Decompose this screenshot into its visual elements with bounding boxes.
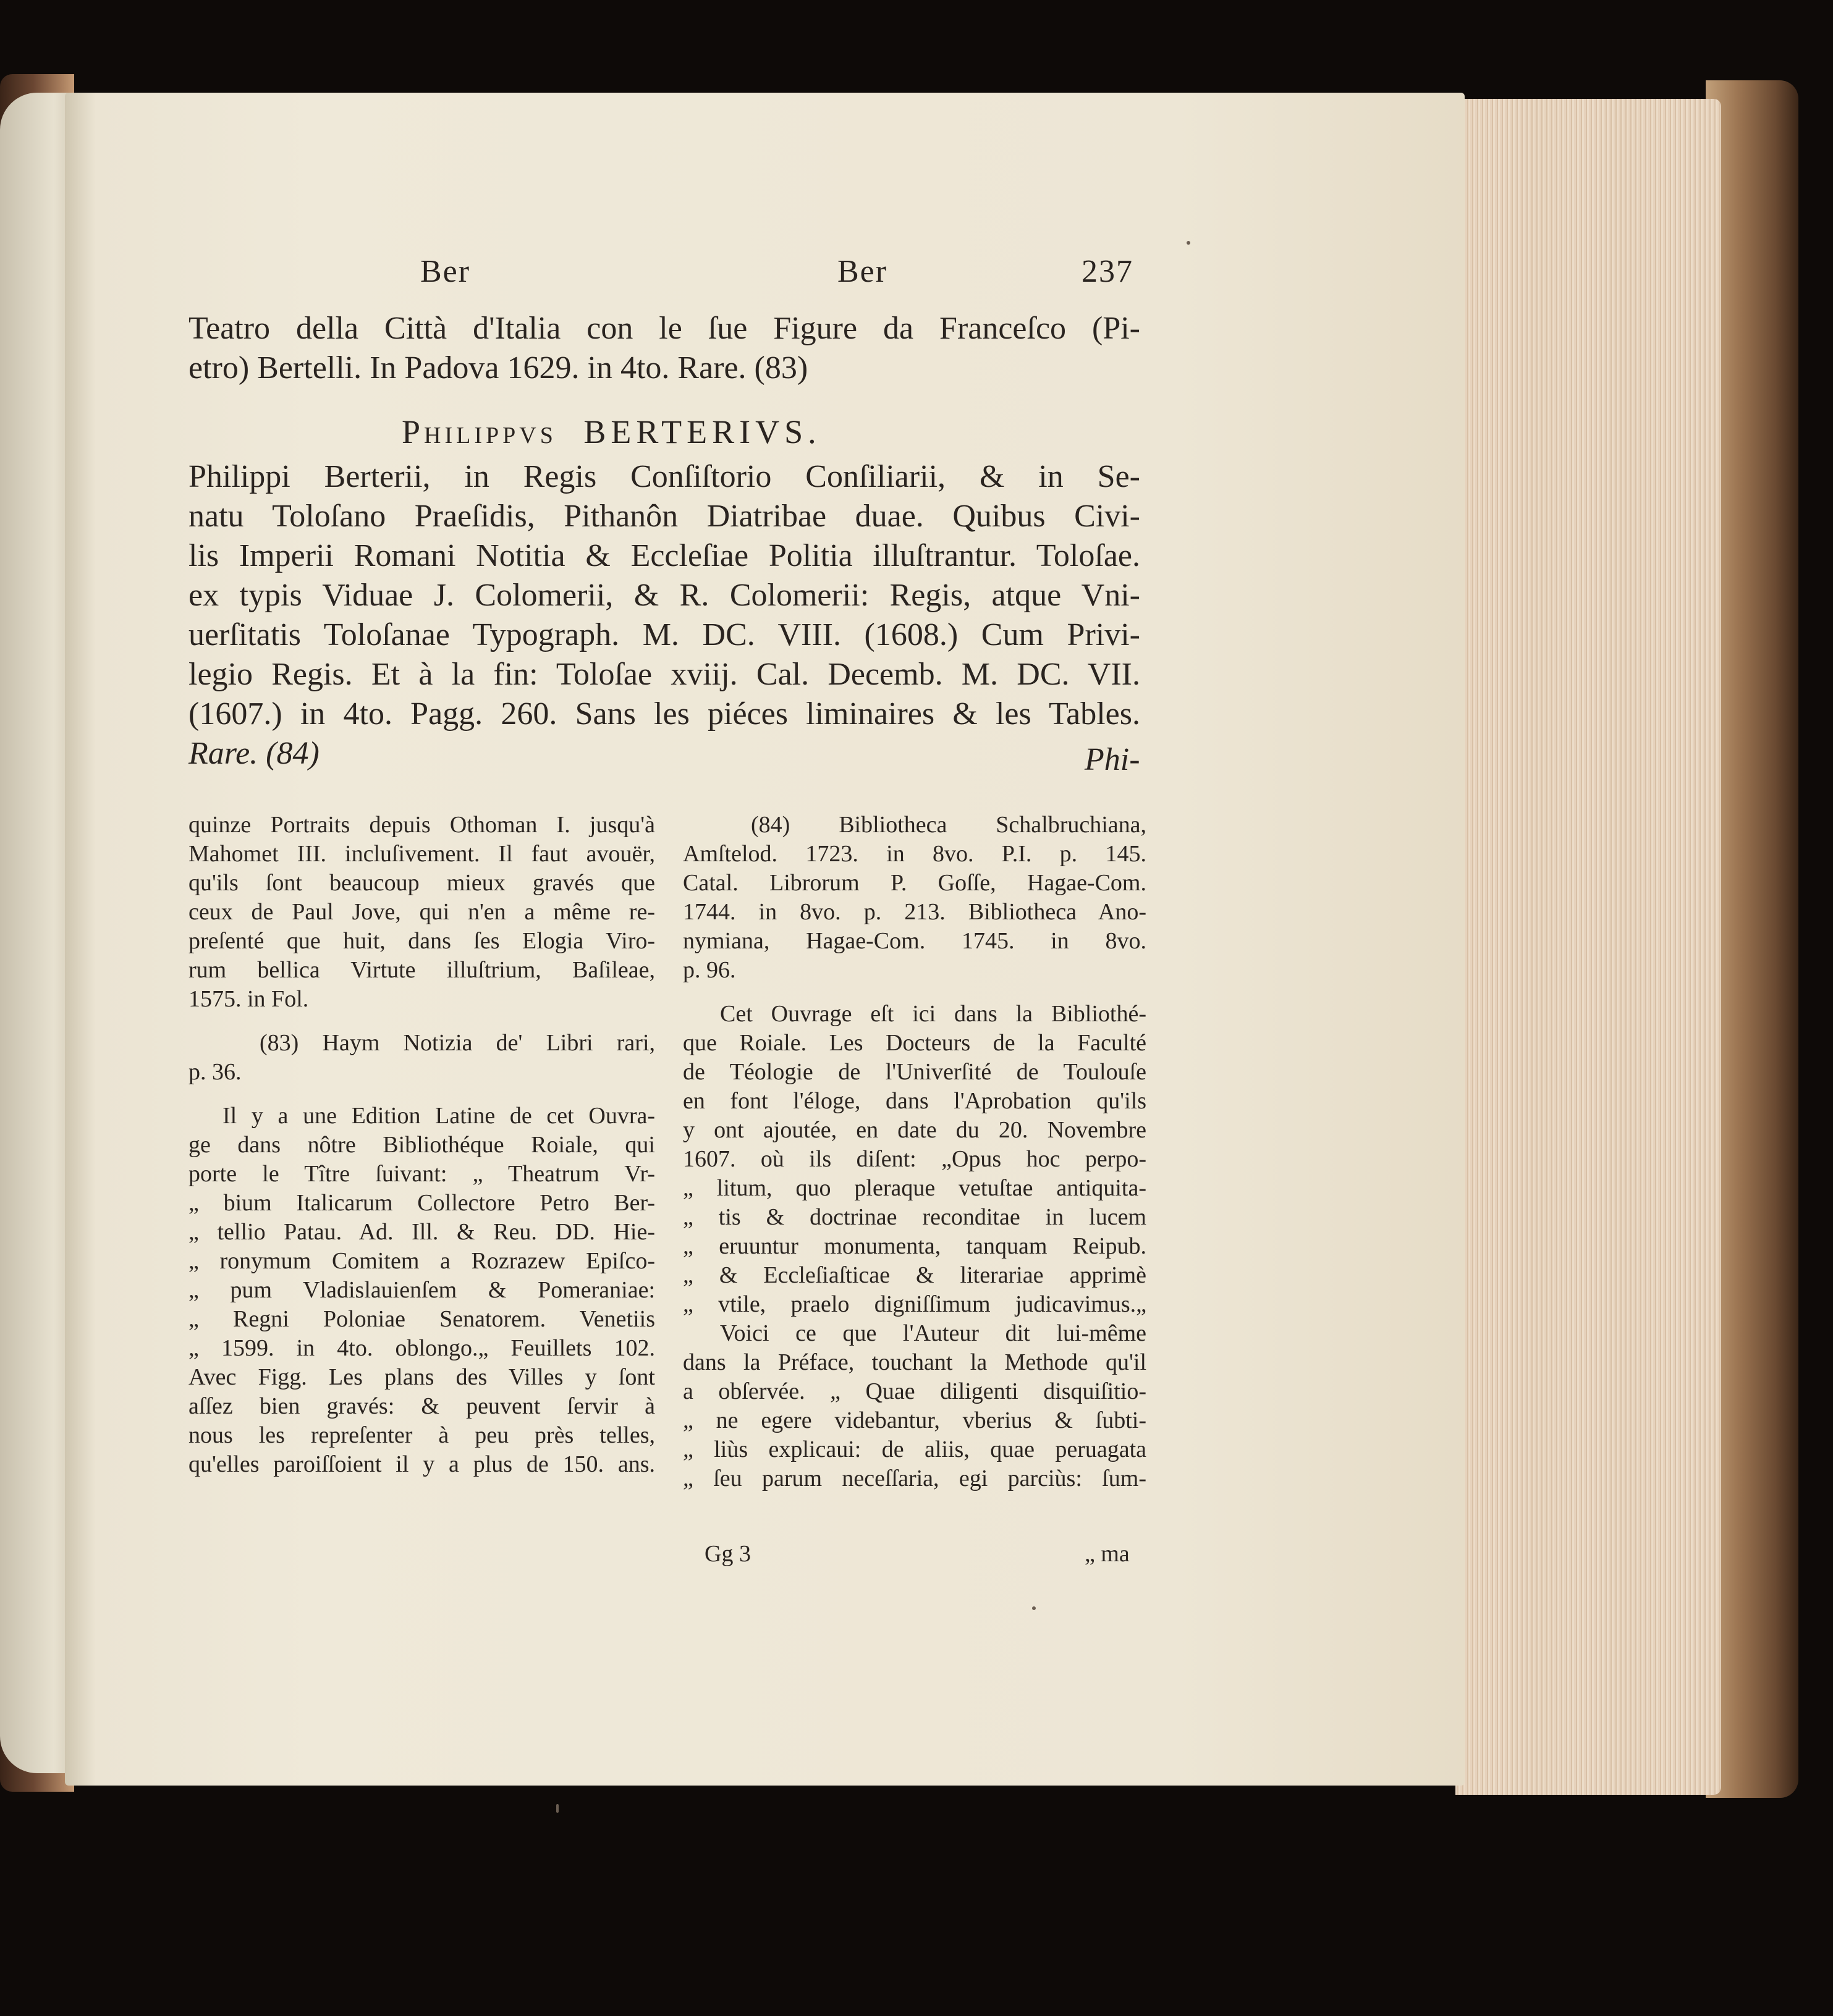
note-line: 1575. in Fol.	[188, 986, 309, 1012]
note-line: de Téologie de l'Univerſité de Toulouſe	[683, 1059, 1146, 1085]
note-line: rum bellica Virtute illuſtrium, Baſileae,	[188, 957, 655, 983]
note-line: preſenté que huit, dans ſes Elogia Viro-	[188, 928, 655, 954]
paper-speck	[1032, 1606, 1036, 1610]
main-entry-line: legio Regis. Et à la fin: Toloſae xviij. Cal. Decemb. M. DC. VII.	[188, 657, 1140, 692]
note-line: aſſez bien gravés: & peuvent ſervir à	[188, 1393, 655, 1419]
main-entry	[188, 457, 1140, 774]
note-line: que Roiale. Les Docteurs de la Faculté	[683, 1030, 1146, 1056]
note-line: „ litum, quo pleraque vetuſtae antiquita-	[683, 1175, 1146, 1201]
note-line: y ont ajoutée, en date du 20. Novembre	[683, 1117, 1146, 1143]
entry-heading	[402, 413, 821, 451]
note-line: (83) Haym Notizia de' Libri rari,	[260, 1030, 655, 1056]
note-line: p. 96.	[683, 957, 736, 983]
note-line: „ tis & doctrinae reconditae in lucem	[683, 1204, 1146, 1230]
running-head-left: Ber	[420, 254, 471, 289]
note-line: Amſtelod. 1723. in 8vo. P.I. p. 145.	[683, 841, 1146, 867]
catchword: Phi-	[1085, 742, 1140, 777]
note-line: nous les repreſenter à peu près telles,	[188, 1422, 655, 1448]
note-line: (84) Bibliotheca Schalbruchiana,	[751, 812, 1146, 838]
note-line: „ Regni Poloniae Senatorem. Venetiis	[188, 1306, 655, 1332]
note-line: Mahomet III. incluſivement. Il faut avouër,	[188, 841, 655, 867]
note-line: ceux de Paul Jove, qui n'en a même re-	[188, 899, 655, 925]
note-line: 1744. in 8vo. p. 213. Bibliotheca Ano-	[683, 899, 1146, 925]
right-notes-column	[683, 811, 1146, 1493]
note-line: „ & Eccleſiaſticae & literariae apprimè	[683, 1262, 1146, 1288]
heading-surname: BERTERIVS.	[583, 413, 821, 450]
paper-speck	[556, 1804, 559, 1813]
main-entry-line: Philippi Berterii, in Regis Conſiſtorio Conſiliarii, & in Se-	[188, 459, 1140, 494]
note-line: dans la Préface, touchant la Methode qu'il	[683, 1349, 1146, 1375]
note-line: „ eruuntur monumenta, tanquam Reipub.	[683, 1233, 1146, 1259]
note-line: Avec Figg. Les plans des Villes y ſont	[188, 1364, 655, 1390]
page-number: 237	[1082, 254, 1133, 289]
note-line: „ ſeu parum neceſſaria, egi parciùs: ſum-	[683, 1466, 1146, 1491]
note-line: „ bium Italicarum Collectore Petro Ber-	[188, 1190, 655, 1216]
note-line: qu'ils ſont beaucoup mieux gravés que	[188, 870, 655, 896]
note-line: Cet Ouvrage eſt ici dans la Bibliothé-	[720, 1001, 1146, 1027]
note-line: „ vtile, praelo digniſſimum judicavimus.„	[683, 1291, 1146, 1317]
note-line: Il y a une Edition Latine de cet Ouvra-	[222, 1103, 655, 1129]
note-line: p. 36.	[188, 1059, 242, 1085]
note-line: „ ronymum Comitem a Rozrazew Epiſco-	[188, 1248, 655, 1274]
note-line: qu'elles paroiſſoient il y a plus de 150. ans.	[188, 1451, 655, 1477]
main-entry-line: ex typis Viduae J. Colomerii, & R. Colomerii: Regis, atque Vni-	[188, 578, 1140, 613]
main-entry-line: (1607.) in 4to. Pagg. 260. Sans les piéces liminaires & les Tables.	[188, 696, 1140, 732]
heading-first-name: Philippvs	[402, 413, 557, 450]
main-entry-line: uerſitatis Toloſanae Typograph. M. DC. VIII. (1608.) Cum Privi-	[188, 617, 1140, 652]
note-line: porte le Tître ſuivant: „ Theatrum Vr-	[188, 1161, 655, 1187]
note-line: ge dans nôtre Bibliothéque Roiale, qui	[188, 1132, 655, 1158]
note-gap	[683, 985, 1146, 1000]
note-line: 1607. où ils diſent: „Opus hoc perpo-	[683, 1146, 1146, 1172]
note-line: a obſervée. „ Quae diligenti disquiſitio-	[683, 1378, 1146, 1404]
note-gap	[188, 1014, 655, 1029]
running-head-center: Ber	[837, 254, 888, 289]
note-gap	[188, 1087, 655, 1102]
top-entry-line: Teatro della Città d'Italia con le ſue Figure da Franceſco (Pi-	[188, 311, 1140, 346]
main-entry-line: lis Imperii Romani Notitia & Eccleſiae Politia illuſtrantur. Toloſae.	[188, 538, 1140, 573]
note-line: „ ne egere videbantur, vberius & ſubti-	[683, 1407, 1146, 1433]
note-line: Catal. Librorum P. Goſſe, Hagae-Com.	[683, 870, 1146, 896]
page-edges	[1455, 99, 1721, 1795]
note-line: „ tellio Patau. Ad. Ill. & Reu. DD. Hie-	[188, 1219, 655, 1245]
paper-speck	[1187, 241, 1190, 245]
note-line: „ 1599. in 4to. oblongo.„ Feuillets 102.	[188, 1335, 655, 1361]
left-notes-column	[188, 811, 655, 1479]
note-line: „ liùs explicaui: de aliis, quae peruagata	[683, 1436, 1146, 1462]
note-line: nymiana, Hagae-Com. 1745. in 8vo.	[683, 928, 1146, 954]
note-line: quinze Portraits depuis Othoman I. jusqu'à	[188, 812, 655, 838]
main-entry-line: Rare. (84)	[188, 736, 320, 771]
note-line: en font l'éloge, dans l'Aprobation qu'ils	[683, 1088, 1146, 1114]
signature-catchword: „ ma	[1085, 1541, 1130, 1567]
top-entry	[188, 309, 1140, 388]
main-entry-line: natu Toloſano Praeſidis, Pithanôn Diatribae duae. Quibus Civi-	[188, 499, 1140, 534]
signature-mark: Gg 3	[705, 1541, 751, 1567]
note-line: Voici ce que l'Auteur dit lui-même	[720, 1320, 1146, 1346]
note-line: „ pum Vladislauienſem & Pomeraniae:	[188, 1277, 655, 1303]
top-entry-line: etro) Bertelli. In Padova 1629. in 4to. Rare. (83)	[188, 350, 808, 386]
